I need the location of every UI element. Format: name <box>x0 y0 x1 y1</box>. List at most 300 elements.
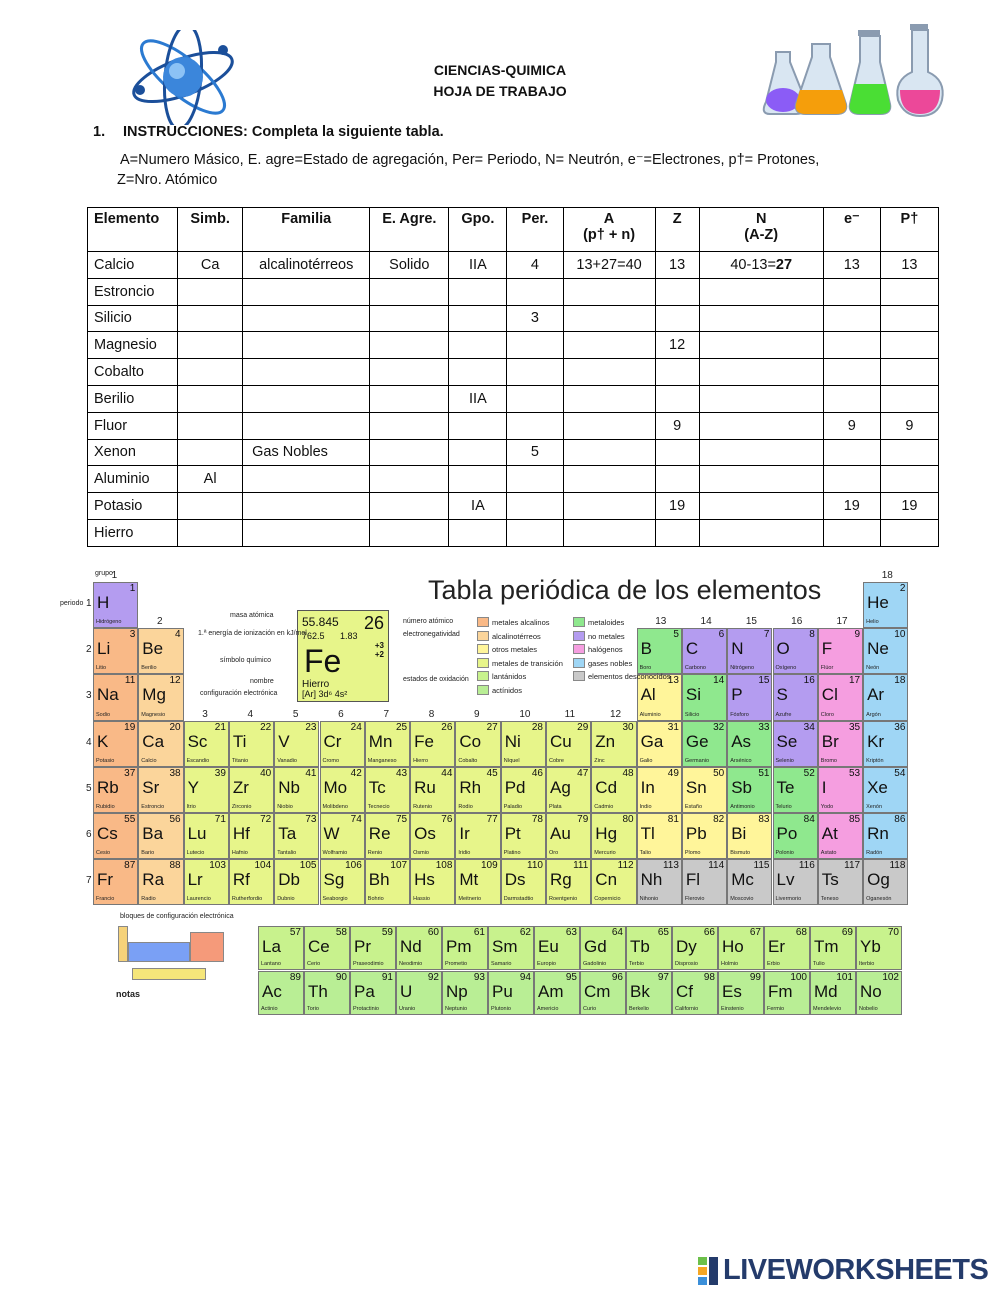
element-cell-nb[interactable] <box>274 767 319 813</box>
table-cell-n[interactable] <box>699 466 823 493</box>
table-cell-e[interactable] <box>823 278 880 305</box>
element-symbol: Pm <box>446 937 472 956</box>
element-cell-ce[interactable] <box>304 926 350 970</box>
table-cell-n[interactable] <box>699 332 823 359</box>
element-cell-rg[interactable] <box>546 859 591 905</box>
element-atomic-number: 24 <box>350 721 362 733</box>
table-cell-elemento[interactable]: Xenon <box>88 439 178 466</box>
table-row <box>88 305 939 332</box>
element-cell-si[interactable] <box>682 674 727 720</box>
element-cell-h[interactable] <box>93 582 138 628</box>
element-cell-hf[interactable] <box>229 813 274 859</box>
element-symbol: Mc <box>731 870 754 890</box>
table-cell-simb[interactable] <box>178 278 243 305</box>
element-symbol: Mg <box>142 685 166 705</box>
table-cell-a[interactable] <box>563 359 655 386</box>
element-cell-mg[interactable] <box>138 674 183 720</box>
element-cell-cl[interactable] <box>818 674 863 720</box>
table-cell-simb[interactable] <box>178 439 243 466</box>
table-cell-p[interactable] <box>880 359 938 386</box>
element-cell-sb[interactable] <box>727 767 772 813</box>
table-cell-z[interactable] <box>655 385 699 412</box>
element-cell-sr[interactable] <box>138 767 183 813</box>
legend-swatch <box>477 685 489 695</box>
element-cell-lu[interactable] <box>184 813 229 859</box>
table-cell-e_agre[interactable] <box>370 466 449 493</box>
table-cell-e_agre[interactable] <box>370 305 449 332</box>
element-cell-s[interactable] <box>773 674 818 720</box>
element-cell-sm[interactable] <box>488 926 534 970</box>
table-cell-per[interactable]: 5 <box>507 439 563 466</box>
table-cell-familia[interactable] <box>243 412 370 439</box>
period-number: 2 <box>86 644 92 656</box>
table-cell-e[interactable] <box>823 332 880 359</box>
element-cell-p[interactable] <box>727 674 772 720</box>
table-cell-a[interactable] <box>563 385 655 412</box>
table-cell-n[interactable] <box>699 412 823 439</box>
element-cell-nd[interactable] <box>396 926 442 970</box>
element-symbol: Ta <box>278 824 297 843</box>
table-cell-familia[interactable] <box>243 278 370 305</box>
table-cell-z[interactable]: 9 <box>655 412 699 439</box>
table-cell-simb[interactable] <box>178 412 243 439</box>
table-cell-elemento[interactable]: Fluor <box>88 412 178 439</box>
table-cell-simb[interactable] <box>178 332 243 359</box>
element-cell-ts[interactable] <box>818 859 863 905</box>
element-cell-in[interactable] <box>637 767 682 813</box>
element-cell-pa[interactable] <box>350 971 396 1015</box>
element-atomic-number: 117 <box>844 860 861 872</box>
element-cell-xe[interactable] <box>863 767 908 813</box>
element-cell-nh[interactable] <box>637 859 682 905</box>
table-cell-z[interactable] <box>655 305 699 332</box>
element-cell-cr[interactable] <box>320 721 365 767</box>
table-cell-z[interactable] <box>655 519 699 546</box>
group-number: 8 <box>428 708 435 720</box>
element-cell-u[interactable] <box>396 971 442 1015</box>
group-number: 4 <box>247 708 254 720</box>
table-cell-elemento[interactable]: Estroncio <box>88 278 178 305</box>
table-cell-familia[interactable]: Gas Nobles <box>243 439 370 466</box>
element-atomic-number: 58 <box>335 927 347 938</box>
element-atomic-number: 25 <box>395 721 408 733</box>
element-cell-sn[interactable] <box>682 767 727 813</box>
element-cell-v[interactable] <box>274 721 319 767</box>
table-cell-n[interactable] <box>699 359 823 386</box>
element-cell-pt[interactable] <box>501 813 546 859</box>
table-cell-a[interactable] <box>563 466 655 493</box>
element-cell-rb[interactable] <box>93 767 138 813</box>
element-cell-am[interactable] <box>534 971 580 1015</box>
element-cell-ti[interactable] <box>229 721 274 767</box>
table-cell-n[interactable] <box>699 385 823 412</box>
table-row <box>88 332 939 359</box>
element-cell-la[interactable] <box>258 926 304 970</box>
table-cell-n[interactable] <box>699 305 823 332</box>
table-cell-p[interactable] <box>880 332 938 359</box>
element-cell-li[interactable] <box>93 628 138 674</box>
element-cell-bh[interactable] <box>365 859 410 905</box>
table-cell-n[interactable] <box>699 439 823 466</box>
element-cell-pu[interactable] <box>488 971 534 1015</box>
element-atomic-number: 55 <box>124 814 136 825</box>
table-cell-e[interactable]: 13 <box>823 252 880 279</box>
element-symbol: Gd <box>584 937 607 956</box>
table-cell-per[interactable]: 3 <box>507 305 563 332</box>
table-cell-e[interactable]: 19 <box>823 493 880 520</box>
element-name: Plata <box>549 803 562 810</box>
element-atomic-number: 56 <box>169 814 181 825</box>
element-cell-au[interactable] <box>546 813 591 859</box>
table-cell-e[interactable]: 9 <box>823 412 880 439</box>
table-cell-simb[interactable] <box>178 493 243 520</box>
element-cell-tm[interactable] <box>810 926 856 970</box>
table-cell-gpo[interactable] <box>449 412 507 439</box>
element-cell-ga[interactable] <box>637 721 682 767</box>
element-cell-pd[interactable] <box>501 767 546 813</box>
element-cell-bk[interactable] <box>626 971 672 1015</box>
element-cell-co[interactable] <box>455 721 500 767</box>
element-cell-te[interactable] <box>773 767 818 813</box>
element-cell-ne[interactable] <box>863 628 908 674</box>
element-cell-cs[interactable] <box>93 813 138 859</box>
table-cell-e[interactable] <box>823 466 880 493</box>
table-cell-simb[interactable] <box>178 385 243 412</box>
table-cell-a[interactable] <box>563 519 655 546</box>
element-symbol: La <box>262 937 281 956</box>
element-cell-rh[interactable] <box>455 767 500 813</box>
element-cell-rf[interactable] <box>229 859 274 905</box>
table-cell-gpo[interactable] <box>449 278 507 305</box>
element-cell-ir[interactable] <box>455 813 500 859</box>
table-cell-e_agre[interactable] <box>370 493 449 520</box>
element-name: Seaborgio <box>322 896 348 903</box>
table-cell-e[interactable] <box>823 305 880 332</box>
table-cell-n[interactable] <box>699 519 823 546</box>
element-cell-eu[interactable] <box>534 926 580 970</box>
element-cell-cm[interactable] <box>580 971 626 1015</box>
element-cell-pb[interactable] <box>682 813 727 859</box>
table-cell-a[interactable] <box>563 278 655 305</box>
table-cell-p[interactable] <box>880 439 938 466</box>
element-cell-db[interactable] <box>274 859 319 905</box>
table-cell-a[interactable] <box>563 412 655 439</box>
table-cell-e_agre[interactable] <box>370 359 449 386</box>
element-cell-pr[interactable] <box>350 926 396 970</box>
element-cell-gd[interactable] <box>580 926 626 970</box>
element-cell-y[interactable] <box>184 767 229 813</box>
table-cell-a[interactable] <box>563 439 655 466</box>
element-name: Aluminio <box>639 711 661 718</box>
example-label-en: electronegatividad <box>403 631 460 638</box>
element-cell-n[interactable] <box>727 628 772 674</box>
element-name: Dubnio <box>277 896 295 903</box>
element-cell-mo[interactable] <box>320 767 365 813</box>
table-cell-e[interactable] <box>823 359 880 386</box>
element-cell-cd[interactable] <box>591 767 636 813</box>
table-cell-elemento[interactable]: Magnesio <box>88 332 178 359</box>
element-atomic-number: 86 <box>894 814 906 825</box>
table-cell-p[interactable] <box>880 385 938 412</box>
table-cell-per[interactable] <box>507 332 563 359</box>
table-cell-simb[interactable] <box>178 359 243 386</box>
element-cell-md[interactable] <box>810 971 856 1015</box>
element-cell-b[interactable] <box>637 628 682 674</box>
element-cell-th[interactable] <box>304 971 350 1015</box>
table-cell-e[interactable] <box>823 385 880 412</box>
element-cell-no[interactable] <box>856 971 902 1015</box>
element-name: Laurencio <box>186 896 211 903</box>
table-cell-e_agre[interactable] <box>370 332 449 359</box>
element-cell-ds[interactable] <box>501 859 546 905</box>
element-name: Yodo <box>820 803 834 810</box>
table-cell-per[interactable] <box>507 493 563 520</box>
element-cell-be[interactable] <box>138 628 183 674</box>
column-header-label: A <box>603 211 615 227</box>
table-cell-per[interactable] <box>507 359 563 386</box>
element-symbol: Zr <box>232 777 249 797</box>
table-cell-simb[interactable] <box>178 305 243 332</box>
element-name: Iridio <box>458 850 471 857</box>
table-cell-per[interactable] <box>507 412 563 439</box>
element-name: Actinio <box>261 1006 278 1012</box>
table-cell-elemento[interactable]: Silicio <box>88 305 178 332</box>
element-cell-zn[interactable] <box>591 721 636 767</box>
element-cell-tb[interactable] <box>626 926 672 970</box>
group-number: 12 <box>609 708 622 720</box>
element-symbol: I <box>821 777 827 797</box>
table-cell-simb[interactable] <box>178 519 243 546</box>
element-name: Flerovio <box>684 896 705 903</box>
table-cell-gpo[interactable] <box>449 305 507 332</box>
table-header-row <box>88 208 939 252</box>
table-cell-gpo[interactable]: IIA <box>449 252 507 279</box>
element-cell-np[interactable] <box>442 971 488 1015</box>
element-cell-lv[interactable] <box>773 859 818 905</box>
element-symbol: Ts <box>821 870 839 890</box>
table-cell-a[interactable] <box>563 493 655 520</box>
table-cell-elemento[interactable]: Aluminio <box>88 466 178 493</box>
element-name: Azufre <box>775 711 792 718</box>
element-cell-po[interactable] <box>773 813 818 859</box>
table-cell-e_agre[interactable]: Solido <box>370 252 449 279</box>
table-cell-n[interactable] <box>699 493 823 520</box>
element-atomic-number: 84 <box>803 814 815 825</box>
element-atomic-number: 39 <box>214 767 226 779</box>
table-cell-z[interactable] <box>655 439 699 466</box>
element-symbol: Ba <box>142 824 164 843</box>
element-cell-ar[interactable] <box>863 674 908 720</box>
table-cell-z[interactable]: 19 <box>655 493 699 520</box>
element-name: Disprosio <box>675 961 698 967</box>
table-cell-gpo[interactable] <box>449 466 507 493</box>
element-cell-re[interactable] <box>365 813 410 859</box>
instructions-text: INSTRUCCIONES: Completa la siguiente tabla. <box>123 124 444 140</box>
element-cell-cf[interactable] <box>672 971 718 1015</box>
element-atomic-number: 69 <box>841 927 853 938</box>
table-row <box>88 466 939 493</box>
element-cell-ge[interactable] <box>682 721 727 767</box>
element-name: Selenio <box>775 757 794 764</box>
element-cell-ba[interactable] <box>138 813 183 859</box>
table-cell-p[interactable]: 9 <box>880 412 938 439</box>
table-cell-p[interactable]: 13 <box>880 252 938 279</box>
table-cell-gpo[interactable]: IA <box>449 493 507 520</box>
element-cell-er[interactable] <box>764 926 810 970</box>
element-cell-o[interactable] <box>773 628 818 674</box>
element-cell-ca[interactable] <box>138 721 183 767</box>
table-cell-gpo[interactable] <box>449 439 507 466</box>
element-cell-og[interactable] <box>863 859 908 905</box>
table-cell-a[interactable]: 13+27=40 <box>563 252 655 279</box>
table-cell-familia[interactable] <box>243 493 370 520</box>
element-cell-ru[interactable] <box>410 767 455 813</box>
table-cell-p[interactable] <box>880 305 938 332</box>
table-cell-p[interactable] <box>880 466 938 493</box>
element-cell-pm[interactable] <box>442 926 488 970</box>
element-symbol: Pb <box>685 824 707 843</box>
table-cell-gpo[interactable] <box>449 359 507 386</box>
element-atomic-number: 106 <box>345 860 362 872</box>
element-cell-he[interactable] <box>863 582 908 628</box>
element-name: Prometio <box>445 961 468 967</box>
element-name: Mercurio <box>594 850 616 857</box>
element-cell-mn[interactable] <box>365 721 410 767</box>
element-cell-os[interactable] <box>410 813 455 859</box>
element-cell-kr[interactable] <box>863 721 908 767</box>
element-cell-hg[interactable] <box>591 813 636 859</box>
element-atomic-number: 70 <box>887 927 899 938</box>
element-cell-br[interactable] <box>818 721 863 767</box>
table-cell-p[interactable] <box>880 519 938 546</box>
element-cell-fl[interactable] <box>682 859 727 905</box>
table-cell-e[interactable] <box>823 439 880 466</box>
element-symbol: Mt <box>459 870 479 890</box>
element-cell-lr[interactable] <box>184 859 229 905</box>
element-name: Holmio <box>721 961 739 967</box>
table-cell-z[interactable] <box>655 466 699 493</box>
table-cell-simb[interactable]: Ca <box>178 252 243 279</box>
table-cell-a[interactable] <box>563 305 655 332</box>
element-cell-tc[interactable] <box>365 767 410 813</box>
legend-swatch <box>477 631 489 641</box>
element-cell-c[interactable] <box>682 628 727 674</box>
instructions-heading <box>93 124 444 140</box>
element-cell-cu[interactable] <box>546 721 591 767</box>
element-cell-fr[interactable] <box>93 859 138 905</box>
element-cell-al[interactable] <box>637 674 682 720</box>
table-cell-per[interactable]: 4 <box>507 252 563 279</box>
table-cell-elemento[interactable]: Berilio <box>88 385 178 412</box>
table-cell-per[interactable] <box>507 466 563 493</box>
element-cell-ho[interactable] <box>718 926 764 970</box>
element-cell-cn[interactable] <box>591 859 636 905</box>
table-cell-familia[interactable] <box>243 385 370 412</box>
table-cell-simb[interactable]: Al <box>178 466 243 493</box>
element-cell-hs[interactable] <box>410 859 455 905</box>
table-cell-a[interactable] <box>563 332 655 359</box>
table-cell-gpo[interactable] <box>449 519 507 546</box>
table-cell-familia[interactable] <box>243 305 370 332</box>
element-cell-ra[interactable] <box>138 859 183 905</box>
table-cell-z[interactable]: 13 <box>655 252 699 279</box>
table-cell-z[interactable]: 12 <box>655 332 699 359</box>
table-cell-familia[interactable] <box>243 332 370 359</box>
worksheet-subject: CIENCIAS-QUIMICA <box>433 62 567 78</box>
element-symbol: Ir <box>459 824 470 843</box>
element-cell-mc[interactable] <box>727 859 772 905</box>
table-cell-p[interactable] <box>880 278 938 305</box>
table-cell-n[interactable] <box>699 278 823 305</box>
element-cell-ac[interactable] <box>258 971 304 1015</box>
element-cell-na[interactable] <box>93 674 138 720</box>
table-cell-familia[interactable] <box>243 519 370 546</box>
table-cell-elemento[interactable]: Cobalto <box>88 359 178 386</box>
element-cell-at[interactable] <box>818 813 863 859</box>
element-cell-fe[interactable] <box>410 721 455 767</box>
element-cell-w[interactable] <box>320 813 365 859</box>
element-name: Tecnecio <box>367 803 390 810</box>
element-cell-ta[interactable] <box>274 813 319 859</box>
element-symbol: N <box>731 639 744 659</box>
table-cell-elemento[interactable]: Hierro <box>88 519 178 546</box>
element-cell-rn[interactable] <box>863 813 908 859</box>
table-cell-e_agre[interactable] <box>370 385 449 412</box>
element-cell-ag[interactable] <box>546 767 591 813</box>
table-cell-z[interactable] <box>655 278 699 305</box>
element-atomic-number: 29 <box>577 721 589 733</box>
element-atomic-number: 105 <box>299 860 317 872</box>
element-cell-zr[interactable] <box>229 767 274 813</box>
element-cell-mt[interactable] <box>455 859 500 905</box>
table-cell-e_agre[interactable] <box>370 519 449 546</box>
element-cell-ni[interactable] <box>501 721 546 767</box>
table-cell-elemento[interactable]: Calcio <box>88 252 178 279</box>
element-cell-yb[interactable] <box>856 926 902 970</box>
element-cell-fm[interactable] <box>764 971 810 1015</box>
element-cell-k[interactable] <box>93 721 138 767</box>
table-cell-n[interactable] <box>699 252 823 279</box>
element-cell-tl[interactable] <box>637 813 682 859</box>
element-cell-as[interactable] <box>727 721 772 767</box>
element-cell-bi[interactable] <box>727 813 772 859</box>
element-cell-f[interactable] <box>818 628 863 674</box>
table-cell-e[interactable] <box>823 519 880 546</box>
table-cell-gpo[interactable]: IIA <box>449 385 507 412</box>
table-cell-familia[interactable] <box>243 466 370 493</box>
table-cell-gpo[interactable] <box>449 332 507 359</box>
table-cell-e_agre[interactable] <box>370 412 449 439</box>
table-cell-per[interactable] <box>507 278 563 305</box>
element-cell-sc[interactable] <box>184 721 229 767</box>
table-cell-elemento[interactable]: Potasio <box>88 493 178 520</box>
element-cell-dy[interactable] <box>672 926 718 970</box>
table-cell-familia[interactable] <box>243 359 370 386</box>
table-cell-z[interactable] <box>655 359 699 386</box>
table-cell-e_agre[interactable] <box>370 439 449 466</box>
table-cell-per[interactable] <box>507 519 563 546</box>
table-cell-per[interactable] <box>507 385 563 412</box>
element-cell-se[interactable] <box>773 721 818 767</box>
table-cell-e_agre[interactable] <box>370 278 449 305</box>
column-header-label: Per. <box>521 211 549 227</box>
table-cell-p[interactable]: 19 <box>880 493 938 520</box>
element-cell-i[interactable] <box>818 767 863 813</box>
element-cell-es[interactable] <box>718 971 764 1015</box>
element-name: Hidrógeno <box>96 619 122 626</box>
element-cell-sg[interactable] <box>320 859 365 905</box>
table-cell-familia[interactable]: alcalinotérreos <box>243 252 370 279</box>
